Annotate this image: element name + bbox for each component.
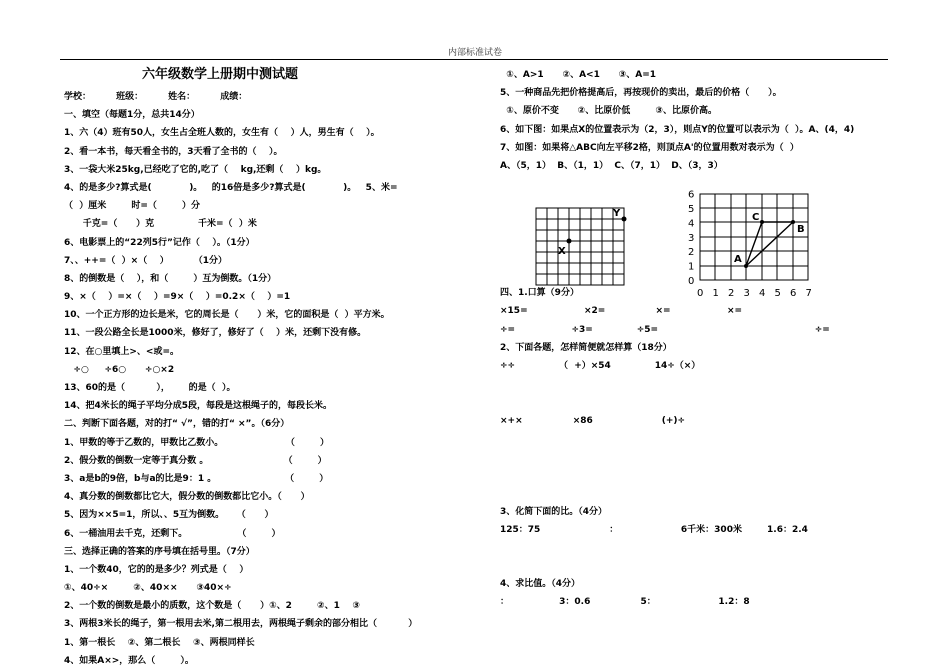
header-label: 内部标准试卷 (448, 48, 503, 58)
text-line: 3、化简下面的比。（4分） (500, 506, 608, 517)
text-line: 5、一种商品先把价格提高后，再按现价的卖出，最后的价格（ ）。 (500, 88, 782, 99)
text-line: 2、下面各题，怎样简便就怎样算（18分） (500, 342, 672, 353)
vertex-a (744, 264, 748, 268)
text-line: 2、一个数的倒数是最小的质数，这个数是（ ）①、2 ②、1 ③ (64, 601, 361, 612)
text-line (500, 539, 920, 557)
vertex-c (760, 220, 764, 224)
text-line: 4、的是多少?算式是( )。 的16倍是多少?算式是( )。 5、米= (64, 182, 398, 193)
text-line: 四、1.口算（9分） (500, 288, 579, 299)
text-line: 3、一袋大米25kg,已经吃了它的,吃了（ kg,还剩（ ）kg。 (64, 164, 327, 175)
text-line: 6、如下图：如果点X的位置表示为（2，3），则点Y的位置可以表示为（ ）。A、(4，4) (500, 124, 855, 135)
label-c: C (752, 212, 760, 223)
text-line: 5、因为××5=1，所以、、5互为倒数。 （ ） (64, 510, 274, 521)
y-tick-label: 1 (688, 261, 695, 273)
text-line: 千克=（ ）克 千米=（ ）米 (64, 219, 257, 230)
figures (530, 188, 830, 298)
text-line: ×15= ×2= ×= ×= (500, 306, 743, 317)
text-line: ÷÷ （ +）×54 14÷（×） (500, 361, 701, 371)
text-line: ： 3：0.6 5： 1.2：8 (500, 597, 750, 608)
grid-figure-abc (688, 188, 828, 298)
left-column (64, 66, 484, 670)
vertex-b (791, 220, 795, 224)
text-line: 三、选择正确的答案的序号填在括号里。（7分） (64, 546, 255, 557)
text-line: （ ）厘米 时=（ ）分 (64, 201, 200, 212)
text-line: 10、一个正方形的边长是米，它的周长是（ ）米，它的面积是（ ）平方米。 (64, 310, 390, 321)
grid-figure-xy (536, 208, 636, 288)
x-tick-label: 7 (805, 288, 812, 299)
text-line: A、（5，1） B、（1，1） C、（7，1） D、（3，3） (500, 160, 723, 171)
triangle-abc (746, 222, 793, 266)
text-line: ÷○ ÷6○ ÷○×2 (64, 364, 175, 375)
text-line: ×+× ×86 (+)÷ (500, 415, 686, 426)
right-column (500, 66, 920, 612)
text-line: 6、一桶油用去千克，还剩下。 （ ） (64, 528, 281, 539)
x-tick-label: 4 (759, 288, 766, 299)
y-tick-label: 2 (688, 247, 695, 259)
header-rule (60, 59, 888, 60)
text-line: 3、a是b的9倍，b与a的比是9：1 。 （ ） (64, 473, 329, 484)
text-line: 7、、++=（ ）×（ ） （1分） (64, 255, 228, 266)
text-line: 学校： 班级： 姓名： 成绩： (64, 92, 248, 102)
x-tick-label: 5 (774, 288, 781, 299)
y-tick-label: 0 (688, 276, 695, 287)
x-tick-label: 1 (712, 288, 719, 299)
text-line: 125：75 ： 6千米：300米 1.6：2.4 (500, 524, 808, 535)
x-tick-label: 2 (728, 288, 735, 299)
point-y-label: Y (613, 208, 621, 219)
text-line (500, 430, 920, 448)
text-line: 3、两根3米长的绳子，第一根用去米,第二根用去，两根绳子剩余的部分相比（ ） (64, 619, 418, 630)
point-x (567, 239, 572, 244)
page-header (0, 0, 950, 60)
label-b: B (797, 224, 805, 235)
text-line (500, 484, 920, 502)
text-line: 2、假分数的倒数一定等于真分数 。 （ ） (64, 455, 327, 466)
text-line: 4、真分数的倒数都比它大，假分数的倒数都比它小。（ ） (64, 492, 310, 503)
text-line: 12、在○里填上>、<或=。 (64, 346, 180, 357)
y-tick-label: 3 (688, 232, 695, 244)
x-tick-label: 6 (790, 288, 797, 299)
text-line: 一、填空（每题1分，总共14分） (64, 110, 200, 121)
point-y (622, 217, 627, 222)
page-title: 六年级数学上册期中测试题 (142, 67, 299, 82)
text-line: 二、判断下面各题，对的打“ √”，错的打“ ×”。（6分） (64, 419, 290, 430)
text-line: ①、原价不变 ②、比原价低 ③、比原价高。 (500, 106, 717, 117)
x-tick-label: 3 (743, 288, 750, 299)
text-line (500, 393, 920, 411)
y-tick-label: 4 (688, 218, 695, 230)
text-line: ÷= ÷3= ÷5= ÷= (500, 324, 830, 335)
text-line: ①、40÷× ②、40×× ③40×÷ (64, 583, 232, 594)
text-line: 6、电影票上的“22列5行”记作（ ）。（1分） (64, 237, 255, 248)
y-tick-label: 6 (688, 189, 695, 201)
text-line: 11、一段公路全长是1000米，修好了，修好了（ ）米，还剩下没有修。 (64, 328, 367, 339)
text-line (500, 557, 920, 575)
text-line: 1、第一根长 ②、第二根长 ③、两根同样长 (64, 637, 255, 648)
text-line: 1、甲数的等于乙数的，甲数比乙数小。 （ ） (64, 437, 329, 448)
text-line: 4、如果A×>，那么（ ）。 (64, 655, 194, 666)
text-line: 9、×（ ）=×（ ）=9×（ ）=0.2×（ ）=1 (64, 292, 291, 303)
x-tick-label: 0 (697, 288, 704, 299)
text-line (500, 466, 920, 484)
text-line: 13、60的是（ ）， 的是（ ）。 (64, 383, 236, 393)
y-tick-label: 5 (688, 204, 695, 215)
text-line: ①、A>1 ②、A<1 ③、A=1 (500, 70, 657, 80)
text-line (500, 448, 920, 466)
text-line: 7、如图：如果将△ABC向左平移2格，则顶点A'的位置用数对表示为（ ） (500, 142, 799, 153)
text-line: 2、看一本书，每天看全书的，3天看了全书的（ ）。 (64, 146, 283, 157)
text-line: 14、把4米长的绳子平均分成5段，每段是这根绳子的，每段长米。 (64, 401, 333, 412)
text-line (500, 375, 920, 393)
text-line: 4、求比值。（4分） (500, 579, 581, 590)
label-a: A (734, 254, 742, 265)
text-line: 8、的倒数是（ ），和（ ）互为倒数。（1分） (64, 273, 277, 284)
text-line: 1、一个数40，它的的是多少？列式是（ ） (64, 564, 249, 575)
text-line: 1、六（4）班有50人，女生占全班人数的，女生有（ ）人，男生有（ ）。 (64, 128, 380, 139)
point-x-label: X (558, 246, 566, 257)
